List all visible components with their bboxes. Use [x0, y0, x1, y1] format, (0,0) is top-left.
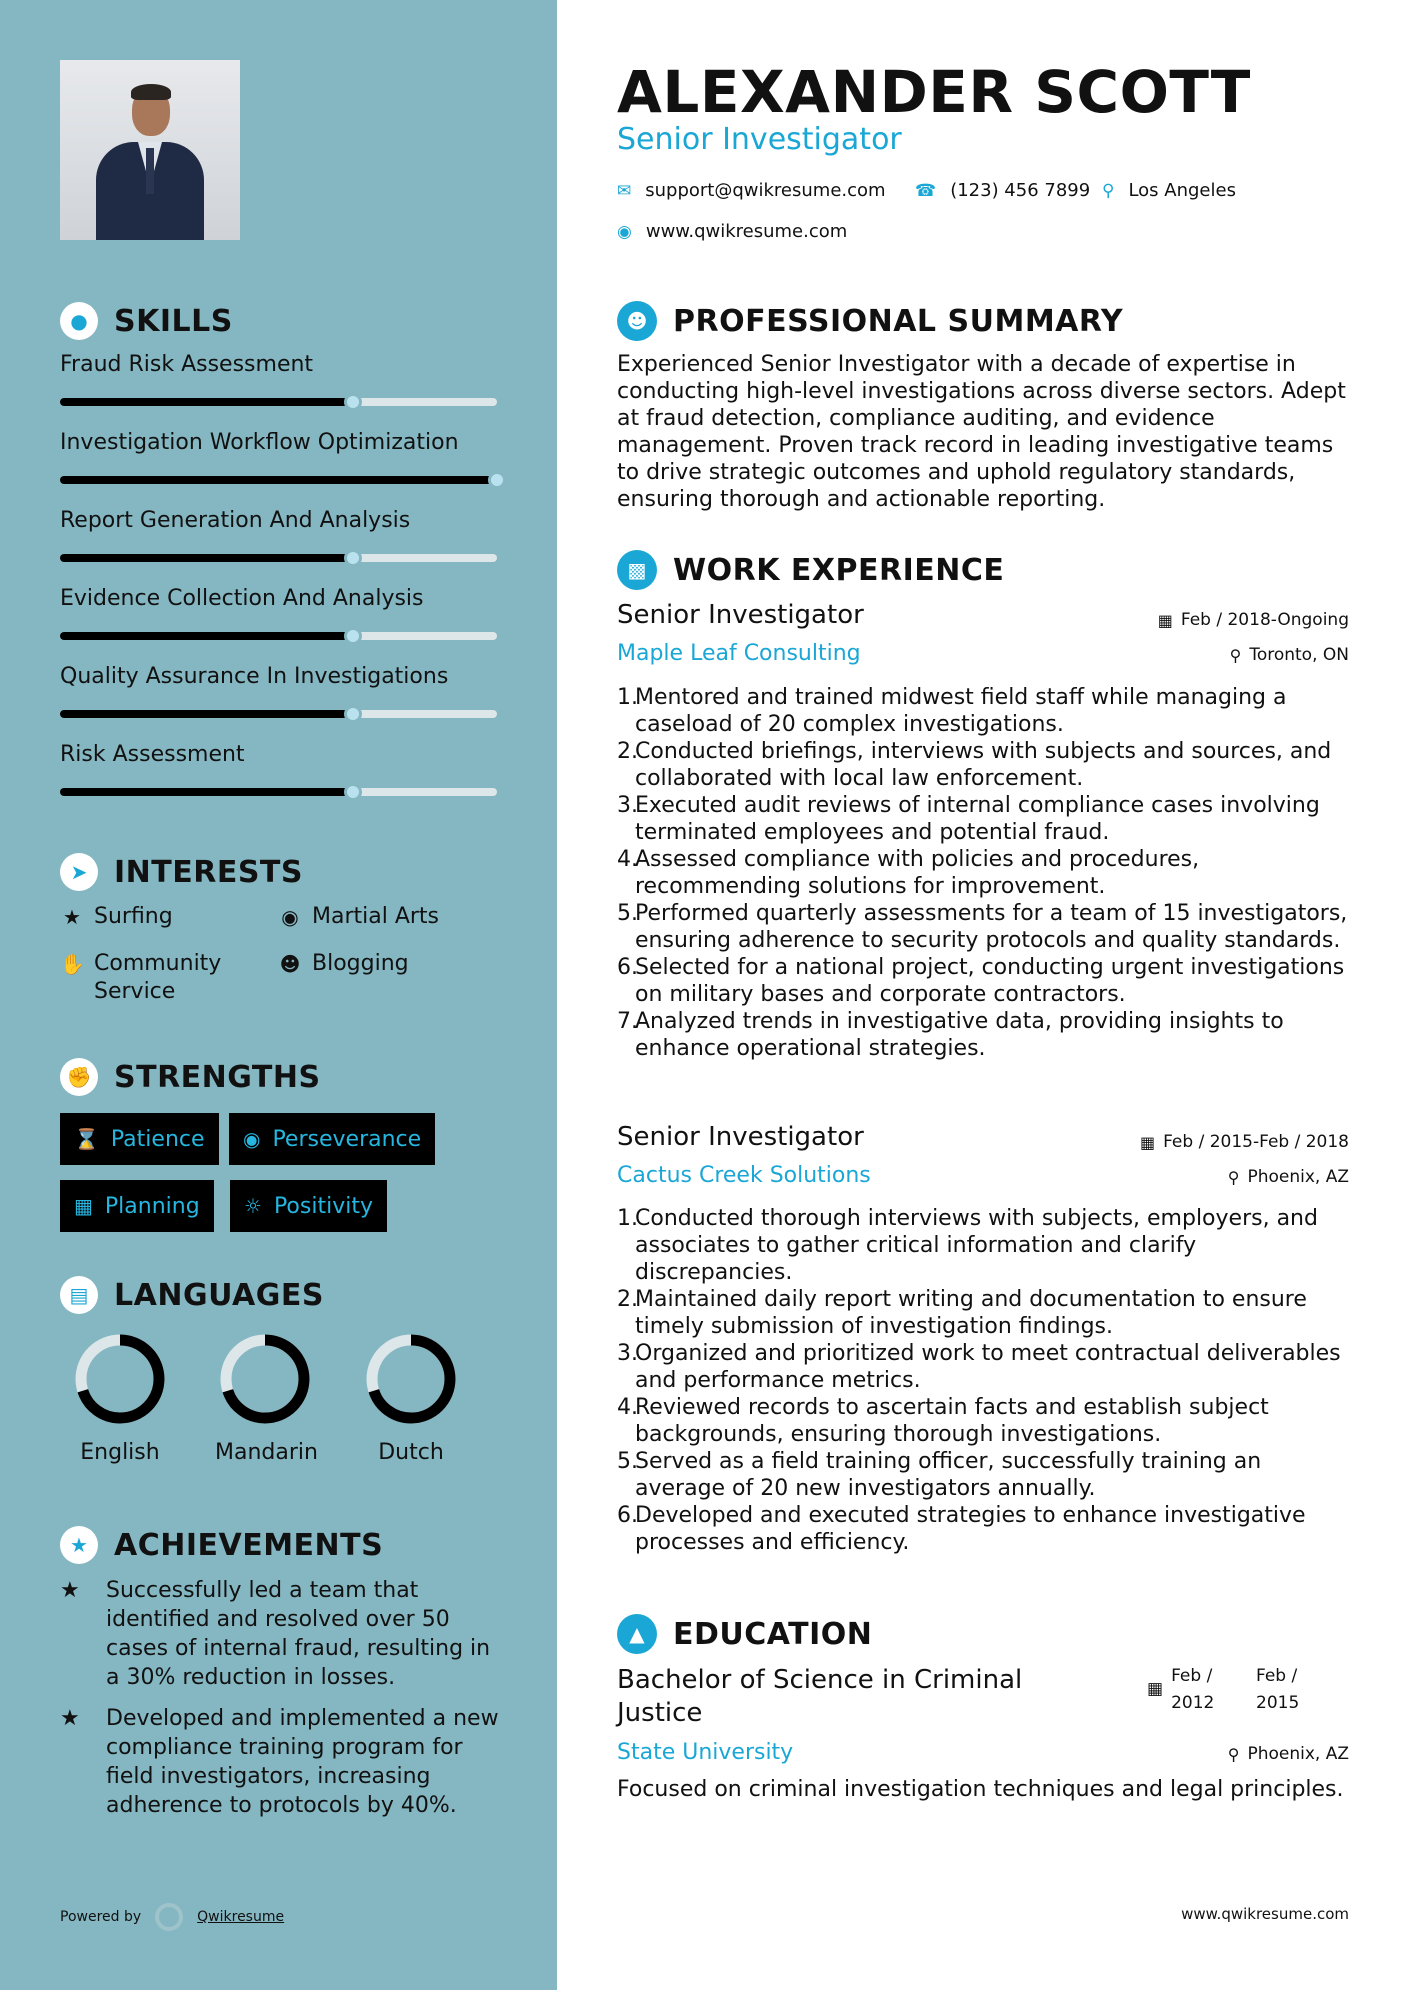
pin-icon: ⚲	[1227, 1167, 1240, 1187]
qwikresume-logo-icon	[155, 1903, 183, 1931]
list-item: 2. Conducted briefings, interviews with subjects and sources, and collaborated with local law enforcement.	[617, 739, 1332, 791]
pin-icon: ⚲	[1227, 1744, 1240, 1764]
id-card-icon: ▤	[60, 1276, 98, 1314]
list-item: 5. Served as a field training officer, successfully training an average of 20 new investigators annually.	[617, 1449, 1262, 1501]
pin-icon: ⚲	[1229, 645, 1242, 665]
star-icon: ★	[63, 905, 81, 929]
job-bullets	[617, 1205, 1352, 1556]
strength-tag: ⌛ Patience	[60, 1113, 219, 1165]
skill-label: Risk Assessment	[60, 742, 245, 767]
edu-end-date: Feb / 2015	[1256, 1666, 1300, 1713]
hand-icon: ✋	[60, 952, 85, 976]
list-item: 1. Mentored and trained midwest field staff while managing a caseload of 20 complex investigations.	[617, 685, 1287, 737]
shooting-star-icon: ★	[60, 1578, 80, 1603]
strength-tag: ◉ Perseverance	[229, 1113, 435, 1165]
edu-start-date: ▦ Feb / 2012	[1147, 1663, 1214, 1717]
skill-bar	[60, 398, 497, 406]
interest-item: ★ Surfing	[60, 903, 173, 931]
calendar-icon: ▦	[1157, 610, 1173, 630]
profile-photo	[60, 60, 240, 240]
list-item: 5. Performed quarterly assessments for a team of 15 investigators, ensuring adherence to security protocols and quality standards.	[617, 901, 1348, 953]
contact-website: ◉ www.qwikresume.com	[617, 221, 848, 242]
language-item	[361, 1332, 461, 1465]
language-ring	[218, 1332, 312, 1426]
contact-location: ⚲ Los Angeles	[1102, 180, 1236, 201]
job-bullets	[617, 684, 1352, 1062]
job-date: ▦ Feb / 2015-Feb / 2018	[1139, 1132, 1349, 1152]
list-item: 3. Organized and prioritized work to meet contractual deliverables and performance metrics.	[617, 1341, 1341, 1393]
fist-icon: ✊	[60, 1058, 98, 1096]
skill-bar	[60, 710, 497, 718]
lightbulb-icon: ●	[60, 302, 98, 340]
language-label: Mandarin	[215, 1440, 318, 1465]
list-item: 3. Executed audit reviews of internal compliance cases involving terminated employees and potential fraud.	[617, 793, 1320, 845]
skills-heading: ● SKILLS	[60, 302, 233, 340]
calendar-icon: ▦	[1139, 1132, 1156, 1152]
job-location: ⚲ Toronto, ON	[1229, 645, 1349, 665]
language-item	[215, 1332, 318, 1465]
job-date: ▦ Feb / 2018-Ongoing	[1157, 610, 1349, 630]
sun-icon: ☼	[244, 1194, 262, 1218]
briefcase-icon: ▩	[617, 550, 657, 590]
edu-location: ⚲ Phoenix, AZ	[1227, 1744, 1349, 1764]
achievements-heading: ★ ACHIEVEMENTS	[60, 1526, 383, 1564]
list-item: 6. Selected for a national project, conducting urgent investigations on military bases and corporate contractors.	[617, 955, 1345, 1007]
skill-label: Quality Assurance In Investigations	[60, 664, 449, 689]
language-label: English	[80, 1440, 160, 1465]
contact-phone: ☎ (123) 456 7899	[915, 180, 1091, 201]
skill-label: Fraud Risk Assessment	[60, 352, 314, 377]
candidate-name: ALEXANDER SCOTT	[617, 58, 1251, 126]
interests-heading: ➤ INTERESTS	[60, 853, 303, 891]
list-item: 4. Reviewed records to ascertain facts and establish subject backgrounds, ensuring thorough investigations.	[617, 1395, 1269, 1447]
strength-tag: ▦ Planning	[60, 1180, 214, 1232]
shooting-star-icon: ★	[60, 1706, 80, 1731]
interest-item: ☻ Blogging	[279, 951, 409, 976]
list-item: 7. Analyzed trends in investigative data, providing insights to enhance operational strategies.	[617, 1009, 1284, 1061]
education-description: Focused on criminal investigation techniques and legal principles.	[617, 1777, 1344, 1802]
medal-star-icon: ★	[60, 1526, 98, 1564]
job-title: Senior Investigator	[617, 1122, 864, 1152]
school-name: State University	[617, 1740, 794, 1765]
summary-text: Experienced Senior Investigator with a decade of expertise in conducting high-level investigations across diverse sectors. Adept at fraud detection, compliance auditing, and evidence management. Proven track record in leading investigative teams to drive strategic outcomes and uphold regulatory standards, ensuring thorough and actionable reporting.	[617, 352, 1346, 512]
language-ring	[73, 1332, 167, 1426]
list-item: 1. Conducted thorough interviews with subjects, employers, and associates to gather critical information and clarify discrepancies.	[617, 1206, 1318, 1285]
strength-tag: ☼ Positivity	[230, 1180, 387, 1232]
users-icon: ☻	[279, 952, 301, 976]
graduate-icon: ▲	[617, 1614, 657, 1654]
powered-by: Powered by Qwikresume	[60, 1903, 284, 1931]
binoculars-icon: ◉	[243, 1127, 261, 1151]
skill-label: Investigation Workflow Optimization	[60, 430, 459, 455]
languages-heading: ▤ LANGUAGES	[60, 1276, 324, 1314]
user-icon: ☻	[617, 301, 657, 341]
globe-icon: ◉	[617, 221, 632, 242]
sidebar	[0, 0, 557, 1990]
summary-heading: ☻ PROFESSIONAL SUMMARY	[617, 301, 1123, 341]
list-item: 4. Assessed compliance with policies and procedures, recommending solutions for improvement.	[617, 847, 1200, 899]
interest-item: ◉ Martial Arts	[278, 903, 439, 931]
calendar-icon: ▦	[1147, 1679, 1164, 1699]
candidate-role: Senior Investigator	[617, 122, 902, 157]
skill-label: Report Generation And Analysis	[60, 508, 411, 533]
job-company: Cactus Creek Solutions	[617, 1163, 871, 1188]
achievement-item: ★ Developed and implemented a new compliance training program for field investigators, increasing adherence to protocols by 40%.	[60, 1706, 499, 1818]
phone-icon: ☎	[915, 180, 937, 201]
list-item: 6. Developed and executed strategies to enhance investigative processes and efficiency.	[617, 1503, 1306, 1555]
education-heading: ▲ EDUCATION	[617, 1614, 872, 1654]
hourglass-icon: ⌛	[74, 1127, 99, 1151]
calendar-icon: ▦	[74, 1194, 93, 1218]
skill-bar	[60, 554, 497, 562]
job-title: Senior Investigator	[617, 600, 864, 630]
globe-icon: ◉	[281, 905, 299, 929]
list-item: 2. Maintained daily report writing and documentation to ensure timely submission of investigation findings.	[617, 1287, 1307, 1339]
job-company: Maple Leaf Consulting	[617, 641, 861, 666]
contact-email: ✉ support@qwikresume.com	[617, 180, 886, 201]
achievement-item: ★ Successfully led a team that identified and resolved over 50 cases of internal fraud, resulting in a 30% reduction in losses.	[60, 1578, 491, 1690]
map-pin-icon: ⚲	[1102, 180, 1115, 201]
skill-bar	[60, 632, 497, 640]
language-ring	[364, 1332, 458, 1426]
language-item	[70, 1332, 170, 1465]
skill-bar	[60, 476, 497, 484]
brand-link[interactable]: Qwikresume	[197, 1909, 285, 1925]
strengths-heading: ✊ STRENGTHS	[60, 1058, 321, 1096]
footer-url[interactable]: www.qwikresume.com	[1181, 1905, 1349, 1923]
job-location: ⚲ Phoenix, AZ	[1227, 1167, 1349, 1187]
envelope-icon: ✉	[617, 180, 632, 201]
degree-title: Bachelor of Science in Criminal Justice	[617, 1665, 1023, 1728]
paper-plane-icon: ➤	[60, 853, 98, 891]
skill-label: Evidence Collection And Analysis	[60, 586, 424, 611]
skill-bar	[60, 788, 497, 796]
experience-heading: ▩ WORK EXPERIENCE	[617, 550, 1004, 590]
interest-item: ✋ Community Service	[60, 951, 222, 1004]
language-label: Dutch	[378, 1440, 444, 1465]
